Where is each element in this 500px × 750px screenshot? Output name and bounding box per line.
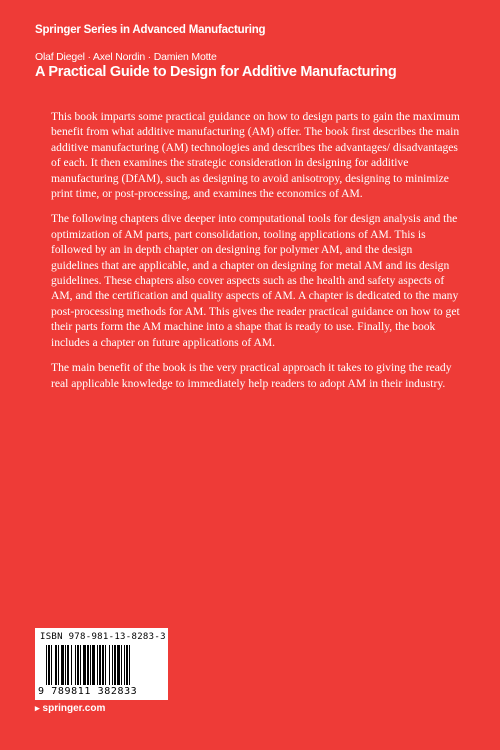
barcode-bar bbox=[87, 645, 89, 685]
barcode-bar bbox=[105, 645, 106, 685]
barcode-bar bbox=[51, 645, 52, 685]
barcode-bars bbox=[46, 645, 163, 685]
barcode-bar bbox=[67, 645, 69, 685]
footer-link[interactable] bbox=[35, 703, 105, 714]
barcode-bar bbox=[71, 645, 72, 685]
barcode-bar bbox=[126, 645, 128, 685]
springer-url: springer.com bbox=[42, 703, 106, 714]
barcode-bar bbox=[65, 645, 66, 685]
series-name: Springer Series in Advanced Manufacturing bbox=[35, 24, 266, 36]
barcode-bar bbox=[112, 645, 113, 685]
barcode-bar bbox=[99, 645, 101, 685]
right-arrow-icon: ▸ bbox=[35, 703, 40, 713]
barcode-bar bbox=[97, 645, 98, 685]
barcode-bar bbox=[102, 645, 104, 685]
barcode-bar bbox=[55, 645, 57, 685]
barcode-bar bbox=[114, 645, 116, 685]
barcode-bar bbox=[117, 645, 120, 685]
authors: Olaf Diegel · Axel Nordin · Damien Motte bbox=[35, 51, 217, 63]
isbn-label: ISBN 978-981-13-8283-3 bbox=[40, 632, 166, 642]
barcode-bar bbox=[46, 645, 47, 685]
barcode-number: 9 789811 382833 bbox=[38, 686, 138, 697]
barcode-bar bbox=[80, 645, 81, 685]
barcode-bar bbox=[92, 645, 95, 685]
barcode-bar bbox=[61, 645, 64, 685]
barcode-bar bbox=[58, 645, 59, 685]
blurb bbox=[51, 109, 461, 401]
barcode-bar bbox=[48, 645, 50, 685]
book-title: A Practical Guide to Design for Additive Manufacturing bbox=[35, 64, 397, 80]
barcode-bar bbox=[77, 645, 79, 685]
barcode-box bbox=[35, 628, 168, 700]
blurb-paragraph-3: The main benefit of the book is the very practical approach it takes to giving the ready real applicable knowledge to immediately help readers to adopt AM in their industry. bbox=[51, 361, 452, 390]
barcode-bar bbox=[83, 645, 86, 685]
barcode-bar bbox=[124, 645, 125, 685]
blurb-paragraph-1: This book imparts some practical guidance on how to design parts to gain the maximum benefit from what additive manufacturing (AM) offer. The book first describes the main additive manufacturing (AM) technologies and describes the advantages/ disadvantages of each. It then examines the strategic consideration in designing for additive manufacturing (DfAM), such as designing to avoid anisotropy, designing to minimize print time, or post-processing, and examines the economics of AM. bbox=[51, 110, 460, 201]
barcode-bar bbox=[75, 645, 76, 685]
barcode-bar bbox=[121, 645, 122, 685]
barcode-bar bbox=[129, 645, 130, 685]
barcode-bar bbox=[109, 645, 110, 685]
blurb-paragraph-2: The following chapters dive deeper into computational tools for design analysis and the optimization of AM parts, part consolidation, tooling applications of AM. This is followed by an in depth chapter on designing for polymer AM, and the design guidelines that are applicable, and a chapter on designing for metal AM and its design guidelines. These chapters also cover aspects such as the health and safety aspects of AM, and the certification and quality aspects of AM. A chapter is dedicated to the many post-processing methods for AM. This gives the reader practical guidance on how to get their parts form the AM machine into a shape that is ready to use. Finally, the book includes a chapter on future applications of AM. bbox=[51, 212, 460, 349]
barcode-bar bbox=[90, 645, 91, 685]
